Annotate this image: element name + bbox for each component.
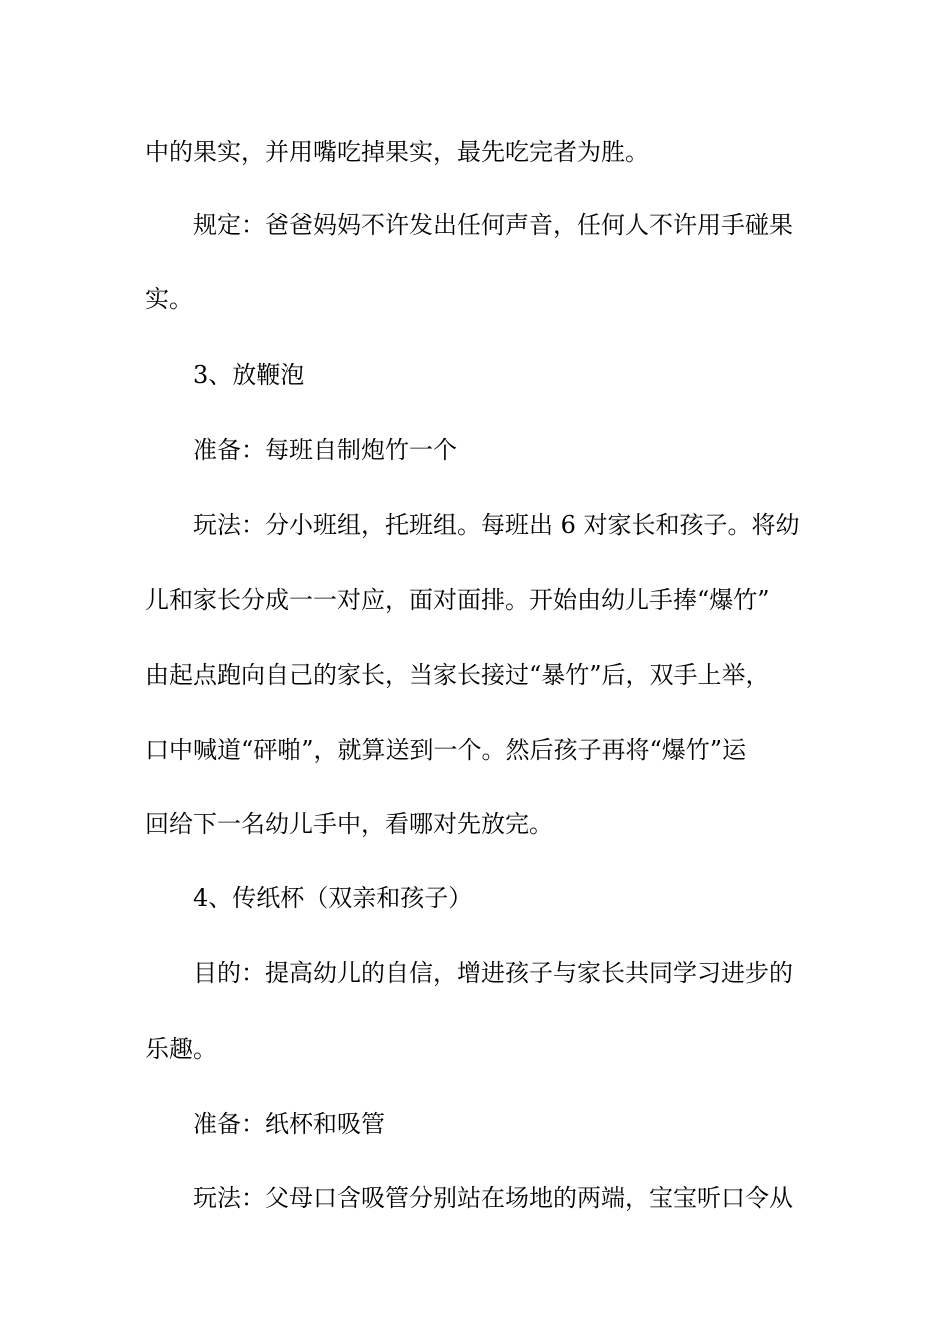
paragraph-line: 目的：提高幼儿的自信，增进孩子与家长共同学习进步的 xyxy=(193,959,793,987)
paragraph-line: 中的果实，并用嘴吃掉果实，最先吃完者为胜。 xyxy=(145,138,649,166)
paragraph-line: 准备：每班自制炮竹一个 xyxy=(193,436,457,464)
paragraph-line: 由起点跑向自己的家长，当家长接过“暴竹”后，双手上举， xyxy=(145,661,770,689)
paragraph-line: 玩法：分小班组，托班组。每班出 6 对家长和孩子。将幼 xyxy=(193,511,800,539)
section-heading: 3、放鞭泡 xyxy=(193,361,305,389)
paragraph-line: 准备：纸杯和吸管 xyxy=(193,1110,385,1138)
paragraph-line: 乐趣。 xyxy=(145,1035,217,1063)
section-heading: 4、传纸杯（双亲和孩子） xyxy=(193,884,473,912)
paragraph-line: 回给下一名幼儿手中，看哪对先放完。 xyxy=(145,810,553,838)
paragraph-line: 实。 xyxy=(145,285,193,313)
paragraph-line: 儿和家长分成一一对应，面对面排。开始由幼儿手捧“爆竹” xyxy=(145,586,770,614)
paragraph-line: 口中喊道“砰啪”，就算送到一个。然后孩子再将“爆竹”运 xyxy=(145,736,747,764)
paragraph-line: 规定：爸爸妈妈不许发出任何声音，任何人不许用手碰果 xyxy=(193,211,793,239)
paragraph-line: 玩法：父母口含吸管分别站在场地的两端，宝宝听口令从 xyxy=(193,1184,793,1212)
